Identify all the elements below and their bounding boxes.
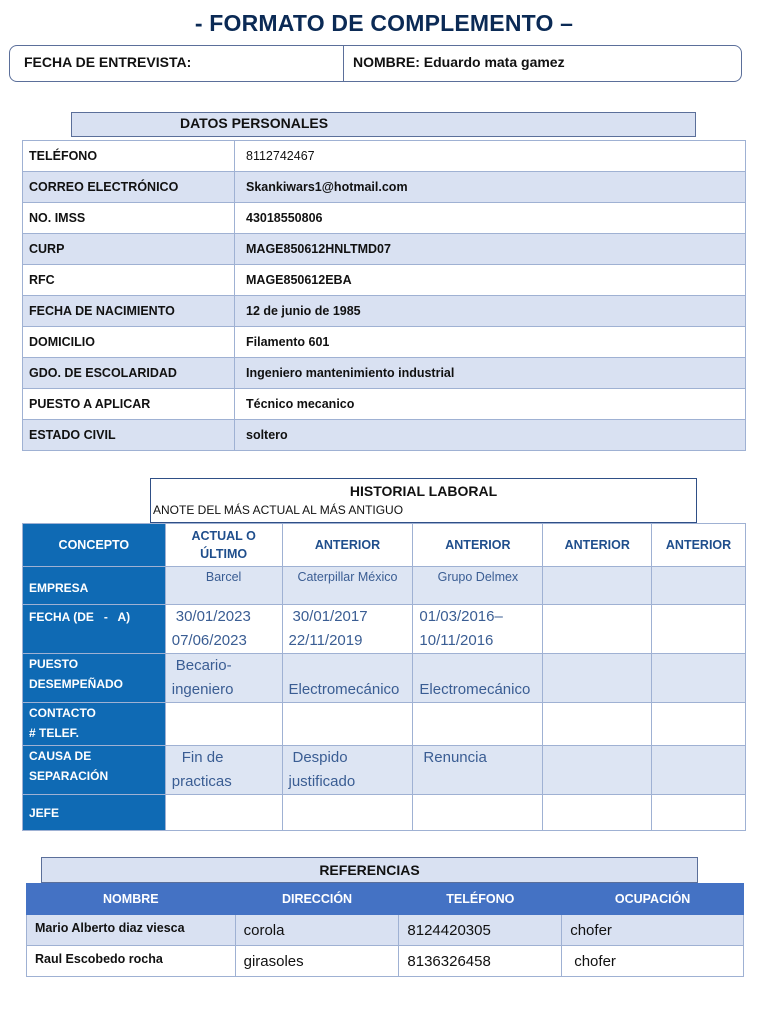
reference-name[interactable]: Mario Alberto diaz viesca bbox=[27, 915, 236, 946]
row-label: DOMICILIO bbox=[23, 327, 235, 358]
row-value[interactable]: 43018550806 bbox=[235, 203, 746, 234]
causa-line: Despido bbox=[292, 749, 348, 766]
causa-line: practicas bbox=[171, 773, 232, 790]
puesto-cell[interactable] bbox=[413, 654, 543, 703]
row-value[interactable]: Técnico mecanico bbox=[235, 389, 746, 420]
jefe-cell[interactable] bbox=[165, 795, 282, 831]
row-label: PUESTO A APLICAR bbox=[23, 389, 235, 420]
column-header: CONCEPTO bbox=[23, 524, 166, 567]
reference-address[interactable]: corola bbox=[235, 915, 399, 946]
fecha-start: 30/01/2017 bbox=[292, 608, 368, 625]
row-label: NO. IMSS bbox=[23, 203, 235, 234]
row-label: EMPRESA bbox=[23, 567, 166, 605]
work-history-title: HISTORIAL LABORAL bbox=[349, 483, 498, 499]
fecha-end: 07/06/2023 bbox=[171, 632, 247, 649]
fecha-cell[interactable] bbox=[543, 605, 652, 654]
puesto-cell[interactable] bbox=[165, 654, 282, 703]
table-row bbox=[23, 172, 746, 203]
fecha-start: 30/01/2023 bbox=[175, 608, 251, 625]
empresa-cell[interactable]: Barcel bbox=[165, 567, 282, 605]
row-label-line: # TELEF. bbox=[29, 726, 80, 740]
column-header: TELÉFONO bbox=[399, 884, 562, 915]
reference-occupation[interactable]: chofer bbox=[562, 946, 744, 977]
table-row bbox=[23, 296, 746, 327]
table-row bbox=[23, 795, 746, 831]
causa-cell[interactable] bbox=[282, 746, 413, 795]
fecha-cell[interactable] bbox=[282, 605, 413, 654]
column-header: ANTERIOR bbox=[543, 524, 652, 567]
fecha-start: 01/03/2016– bbox=[419, 608, 503, 625]
puesto-line: ingeniero bbox=[171, 681, 234, 698]
table-row bbox=[23, 703, 746, 746]
personal-data-table bbox=[22, 140, 746, 451]
row-label bbox=[23, 746, 166, 795]
row-label bbox=[23, 703, 166, 746]
row-label: CORREO ELECTRÓNICO bbox=[23, 172, 235, 203]
work-history-subtitle: ANOTE DEL MÁS ACTUAL AL MÁS ANTIGUO bbox=[153, 503, 404, 517]
column-header: ACTUAL O ÚLTIMO bbox=[165, 524, 282, 567]
reference-occupation[interactable]: chofer bbox=[562, 915, 744, 946]
candidate-name-field[interactable]: NOMBRE: Eduardo mata gamez bbox=[353, 54, 565, 70]
row-value[interactable]: 8112742467 bbox=[235, 141, 746, 172]
reference-phone[interactable]: 8136326458 bbox=[399, 946, 562, 977]
work-history-table bbox=[22, 523, 746, 831]
table-row bbox=[23, 746, 746, 795]
column-header: OCUPACIÓN bbox=[562, 884, 744, 915]
contacto-cell[interactable] bbox=[282, 703, 413, 746]
fecha-cell[interactable] bbox=[413, 605, 543, 654]
puesto-line bbox=[289, 654, 407, 678]
contacto-cell[interactable] bbox=[652, 703, 746, 746]
table-row bbox=[23, 234, 746, 265]
empresa-cell[interactable]: Caterpillar México bbox=[282, 567, 413, 605]
reference-name[interactable]: Raul Escobedo rocha bbox=[27, 946, 236, 977]
row-value[interactable]: MAGE850612HNLTMD07 bbox=[235, 234, 746, 265]
interview-date-field[interactable]: FECHA DE ENTREVISTA: bbox=[10, 46, 344, 81]
table-row bbox=[23, 654, 746, 703]
row-value[interactable]: MAGE850612EBA bbox=[235, 265, 746, 296]
jefe-cell[interactable] bbox=[413, 795, 543, 831]
row-label: FECHA DE NACIMIENTO bbox=[23, 296, 235, 327]
row-label bbox=[23, 654, 166, 703]
page-title: - FORMATO DE COMPLEMENTO – bbox=[194, 10, 574, 36]
empresa-cell[interactable] bbox=[543, 567, 652, 605]
table-row bbox=[23, 389, 746, 420]
table-row bbox=[23, 605, 746, 654]
work-history-title-box bbox=[150, 478, 697, 523]
references-table bbox=[26, 883, 744, 977]
table-row bbox=[23, 358, 746, 389]
contacto-cell[interactable] bbox=[543, 703, 652, 746]
row-label-line: DESEMPEÑADO bbox=[29, 677, 124, 691]
row-label: CURP bbox=[23, 234, 235, 265]
row-label-line: CONTACTO bbox=[29, 706, 96, 720]
causa-line: Fin de bbox=[181, 749, 224, 766]
causa-cell[interactable] bbox=[165, 746, 282, 795]
column-header: ANTERIOR bbox=[652, 524, 746, 567]
row-label: FECHA (DE - A) bbox=[23, 605, 166, 654]
table-row bbox=[23, 265, 746, 296]
row-value[interactable]: 12 de junio de 1985 bbox=[235, 296, 746, 327]
puesto-line: Electromecánico bbox=[419, 681, 531, 698]
row-value[interactable]: soltero bbox=[235, 420, 746, 451]
jefe-cell[interactable] bbox=[543, 795, 652, 831]
column-header: DIRECCIÓN bbox=[235, 884, 399, 915]
row-value[interactable]: Ingeniero mantenimiento industrial bbox=[235, 358, 746, 389]
empresa-cell[interactable] bbox=[652, 567, 746, 605]
column-header: ANTERIOR bbox=[413, 524, 543, 567]
interview-header bbox=[9, 45, 742, 82]
causa-cell[interactable] bbox=[413, 746, 543, 795]
causa-cell[interactable] bbox=[543, 746, 652, 795]
table-header-row bbox=[23, 524, 746, 567]
reference-phone[interactable]: 8124420305 bbox=[399, 915, 562, 946]
causa-line: Renuncia bbox=[423, 749, 487, 766]
puesto-cell[interactable] bbox=[543, 654, 652, 703]
contacto-cell[interactable] bbox=[413, 703, 543, 746]
table-row bbox=[23, 327, 746, 358]
fecha-end: 10/11/2016 bbox=[419, 632, 494, 649]
table-row bbox=[27, 946, 744, 977]
puesto-line: Electromecánico bbox=[288, 681, 400, 698]
puesto-line: Becario- bbox=[175, 657, 232, 674]
row-value[interactable]: Skankiwars1@hotmail.com bbox=[235, 172, 746, 203]
empresa-cell[interactable]: Grupo Delmex bbox=[413, 567, 543, 605]
table-row bbox=[23, 567, 746, 605]
row-label-line: CAUSA DE bbox=[29, 749, 92, 763]
causa-cell[interactable] bbox=[652, 746, 746, 795]
fecha-end: 22/11/2019 bbox=[288, 632, 363, 649]
contacto-cell[interactable] bbox=[165, 703, 282, 746]
row-label: ESTADO CIVIL bbox=[23, 420, 235, 451]
reference-address[interactable]: girasoles bbox=[235, 946, 399, 977]
puesto-cell[interactable] bbox=[652, 654, 746, 703]
table-row bbox=[23, 420, 746, 451]
jefe-cell[interactable] bbox=[282, 795, 413, 831]
jefe-cell[interactable] bbox=[652, 795, 746, 831]
table-row bbox=[23, 141, 746, 172]
row-value[interactable]: Filamento 601 bbox=[235, 327, 746, 358]
table-header-row bbox=[27, 884, 744, 915]
references-title: REFERENCIAS bbox=[41, 857, 698, 883]
row-label: RFC bbox=[23, 265, 235, 296]
puesto-line bbox=[419, 654, 536, 678]
fecha-cell[interactable] bbox=[652, 605, 746, 654]
row-label-line: PUESTO bbox=[29, 657, 79, 671]
column-header: ANTERIOR bbox=[282, 524, 413, 567]
row-label: GDO. DE ESCOLARIDAD bbox=[23, 358, 235, 389]
table-row bbox=[27, 915, 744, 946]
row-label: JEFE bbox=[23, 795, 166, 831]
personal-data-title: DATOS PERSONALES bbox=[71, 112, 696, 137]
row-label-line: SEPARACIÓN bbox=[29, 769, 109, 783]
table-row bbox=[23, 203, 746, 234]
column-header: NOMBRE bbox=[27, 884, 236, 915]
puesto-cell[interactable] bbox=[282, 654, 413, 703]
row-label: TELÉFONO bbox=[23, 141, 235, 172]
causa-line: justificado bbox=[288, 773, 356, 790]
fecha-cell[interactable] bbox=[165, 605, 282, 654]
